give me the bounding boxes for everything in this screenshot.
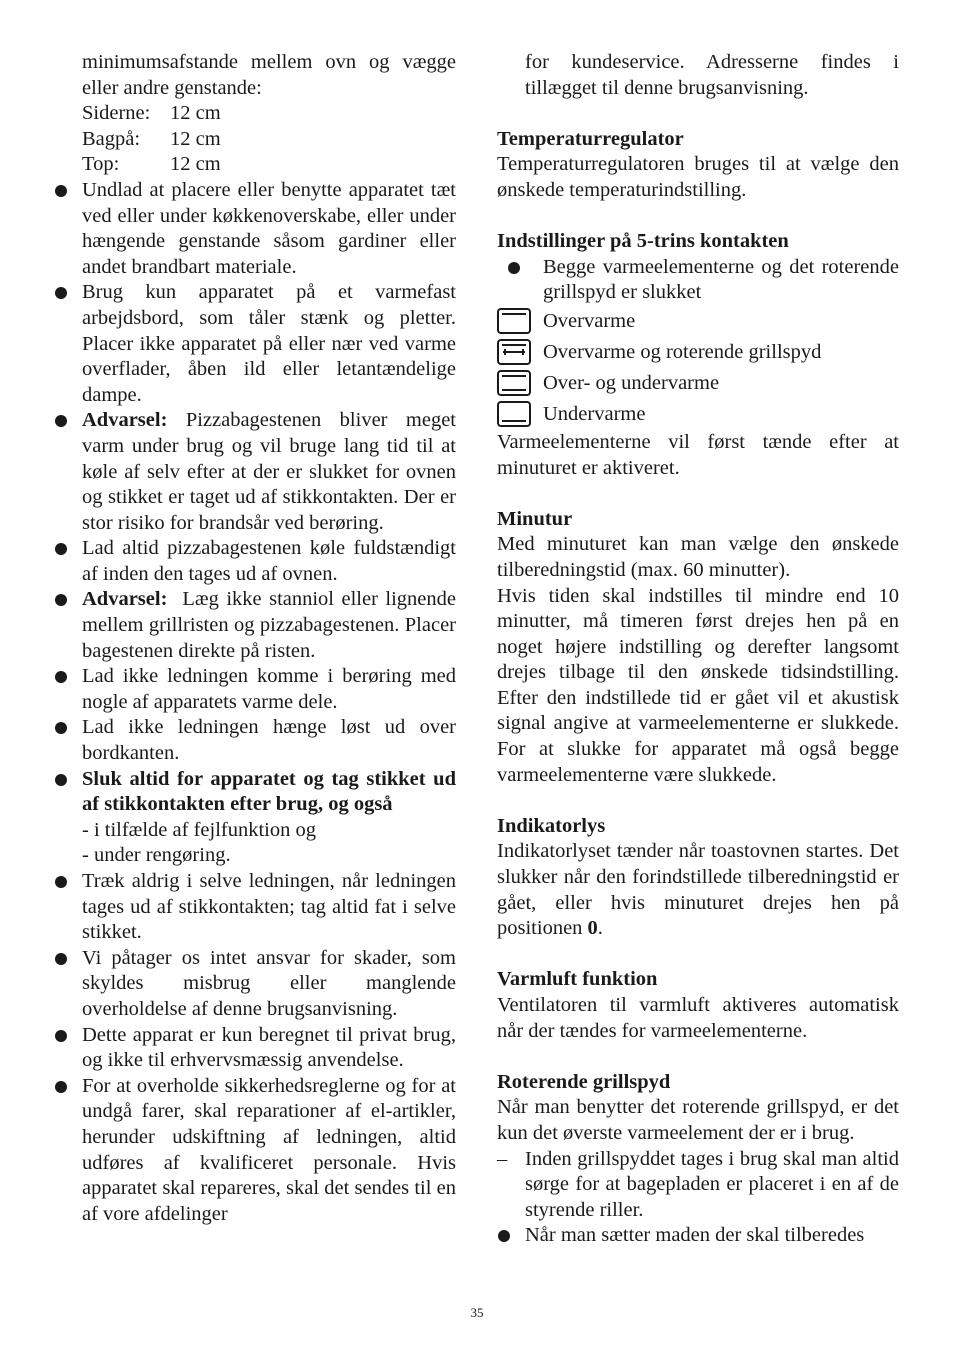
bullet-item: Vi påtager os intet ansvar for skader, som skyldes misbrug eller manglende overholdelse af denne brugsanvisning.: [54, 946, 456, 1023]
top-heat-icon: [497, 308, 531, 334]
bullet-text: Pizzabagestenen bliver meget varm under brug og vil bruge lang tid til at køle af selv efter at der er slukket for ovnen og stikket er taget ud af stikkontakten. Der er stor risiko for brandsår ved berøring.: [82, 409, 456, 534]
mode-row: [497, 368, 899, 399]
bullet-item: Dette apparat er kun beregnet til privat brug, og ikke til erhvervsmæssig anvendelse.: [54, 1023, 456, 1074]
distance-label: Top:: [82, 153, 120, 176]
position-zero: 0: [587, 917, 598, 940]
mode-label: Overvarme og roterende grillspyd: [543, 340, 822, 363]
distance-row: [54, 152, 456, 178]
bullet-item: Lad ikke ledningen komme i berøring med nogle af apparatets varme dele.: [54, 664, 456, 715]
warning-label: Advarsel:: [82, 409, 168, 432]
section-heading: Roterende grillspyd: [497, 1070, 671, 1093]
distance-value: 12 cm: [170, 153, 221, 176]
section-heading: Indikatorlys: [497, 814, 606, 837]
section-text: Hvis tiden skal indstilles til mindre end 10 minutter, må timeren først drejes hen på en noget højere indstilling og derefter langsomt drejes tilbage til den ønskede tidsindstilling. Efter den indstillede tid er gået vil et akustisk signal angive at varmeelementerne er slukkede. For at slukke for apparatet må også begge varmeelementerne være slukkede.: [497, 584, 899, 786]
top-heat-rotisserie-icon: [497, 339, 531, 365]
section-text: Ventilatoren til varmluft aktiveres automatisk når der tændes for varmeelementerne.: [497, 994, 899, 1042]
section-heading: Varmluft funktion: [497, 968, 658, 991]
section-text: Temperaturregulatoren bruges til at vælge den ønskede temperaturindstilling.: [497, 153, 899, 201]
distance-label: Bagpå:: [82, 127, 141, 150]
bullet-item: Begge varmeelementerne og det roterende grillspyd er slukket: [497, 255, 899, 306]
distance-row: [54, 127, 456, 153]
mode-row: [497, 306, 899, 337]
section-text: Når man benytter det roterende grillspyd, er det kun det øverste varmeelement der er i brug.: [497, 1096, 899, 1144]
right-column: [497, 50, 899, 1249]
bullet-item: [54, 408, 456, 536]
bullet-bold-text: Sluk altid for apparatet og tag stikket ud af stikkontakten efter brug, og også: [82, 767, 456, 816]
mode-row: [497, 337, 899, 368]
mode-row: [497, 399, 899, 430]
distance-label: Siderne:: [82, 102, 151, 125]
section-heading: Temperaturregulator: [497, 127, 684, 150]
section-heading: Indstillinger på 5-trins kontakten: [497, 230, 789, 253]
distance-row: [54, 101, 456, 127]
sub-item: - i tilfælde af fejlfunktion og: [82, 818, 316, 841]
bullet-item: Undlad at placere eller benytte apparatet tæt ved eller under køkkenoverskabe, eller under hængende genstande såsom gardiner eller andet brandbart materiale.: [54, 178, 456, 280]
section-text: Med minuturet kan man vælge den ønskede tilberedningstid (max. 60 minutter).: [497, 533, 899, 581]
bullet-item: Brug kun apparatet på et varmefast arbejdsbord, som tåler stænk og pletter. Placer ikke apparatet på eller nær ved varme overflader, åben ild eller letantændelige dampe.: [54, 280, 456, 408]
bullet-item: Lad ikke ledningen hænge løst ud over bordkanten.: [54, 715, 456, 766]
bullet-text: Læg ikke stanniol eller lignende mellem grillristen og pizzabagestenen. Placer bagestenen direkte på risten.: [82, 588, 462, 662]
warning-label: Advarsel:: [82, 588, 168, 611]
page-number: 35: [470, 1305, 484, 1320]
continued-text: for kundeservice. Adresserne findes i tillægget til denne brugsanvisning.: [525, 51, 899, 99]
bullet-item: Træk aldrig i selve ledningen, når ledningen tages ud af stikkontakten; tag altid fat i selve stikket.: [54, 869, 456, 946]
indicator-end: .: [597, 917, 603, 940]
bullet-item: Lad altid pizzabagestenen køle fuldstændigt af inden den tages ud af ovnen.: [54, 536, 456, 587]
mode-label: Overvarme: [543, 309, 636, 332]
bottom-heat-icon: [497, 401, 531, 427]
bullet-item: For at overholde sikkerhedsreglerne og for at undgå farer, skal reparationer af el-artikler, herunder udskiftning af ledningen, altid udføres af kvalificeret personale. Hvis apparatet skal repareres, skal det sendes til en af vore afdelinger: [54, 1074, 456, 1228]
distance-value: 12 cm: [170, 102, 221, 125]
distance-value: 12 cm: [170, 127, 221, 150]
distance-intro: minimumsafstande mellem ovn og vægge eller andre genstande:: [82, 51, 456, 99]
bullet-item: [54, 767, 456, 818]
sub-item: - under rengøring.: [82, 844, 231, 867]
section-heading: Minutur: [497, 507, 573, 530]
indicator-text: Indikatorlyset tænder når toastovnen startes. Det slukker når den forindstillede tilberedningstid er gået, eller hvis minuturet drejes hen på positionen: [497, 840, 899, 940]
bullet-item: Når man sætter maden der skal tilberedes: [497, 1223, 899, 1249]
mode-label: Undervarme: [543, 402, 646, 425]
top-bottom-heat-icon: [497, 370, 531, 396]
section-text: Varmeelementerne vil først tænde efter at minuturet er aktiveret.: [497, 430, 899, 479]
dash-item: – Inden grillspyddet tages i brug skal man altid sørge for at bagepladen er placeret i en af de styrende riller.: [497, 1147, 899, 1224]
mode-label: Over- og undervarme: [543, 371, 720, 394]
bullet-item: [54, 587, 462, 664]
left-column: [54, 50, 462, 1227]
section-text: [497, 839, 899, 941]
